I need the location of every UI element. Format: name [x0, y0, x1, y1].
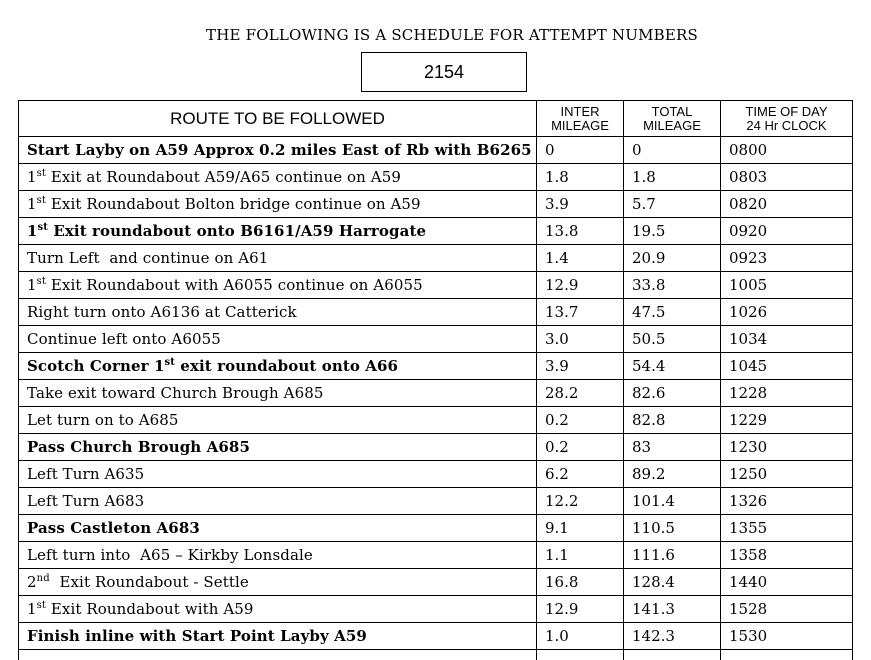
table-row: [19, 245, 853, 272]
col-header-inter-mileage: [537, 101, 624, 137]
inter-mileage-cell: 3.9: [537, 191, 624, 218]
table-row: [19, 218, 853, 245]
inter-mileage-cell: 1.4: [537, 245, 624, 272]
table-row: [19, 515, 853, 542]
inter-mileage-cell: 12.2: [537, 488, 624, 515]
route-cell: Let turn on to A685: [19, 407, 537, 434]
header-row: [19, 101, 853, 137]
inter-mileage-cell: 16.8: [537, 569, 624, 596]
table-row: [19, 596, 853, 623]
route-cell: Finish inline with Start Point Layby A59: [19, 623, 537, 650]
route-cell: 1st Exit Roundabout with A59: [19, 596, 537, 623]
table-row: [19, 164, 853, 191]
inter-mileage-cell: 0.2: [537, 407, 624, 434]
attempt-number-box: [361, 52, 527, 92]
route-cell: Left turn into A65 – Kirkby Lonsdale: [19, 542, 537, 569]
total-mileage-cell: 50.5: [624, 326, 721, 353]
total-mileage-cell: 142.3: [624, 623, 721, 650]
inter-mileage-cell: 1.1: [537, 542, 624, 569]
route-cell: Continue left onto A6055: [19, 326, 537, 353]
route-cell: Left Turn A635: [19, 461, 537, 488]
time-of-day-cell: 0803: [721, 164, 853, 191]
route-schedule-table: [18, 100, 853, 660]
route-cell: 1st Exit Roundabout with A6055 continue on A6055: [19, 272, 537, 299]
total-mileage-cell: 19.5: [624, 218, 721, 245]
col-header-total-line2: MILEAGE: [643, 117, 701, 133]
col-header-inter-line1: INTER: [560, 103, 600, 119]
time-of-day-cell: 0923: [721, 245, 853, 272]
table-row: [19, 488, 853, 515]
total-mileage-cell: 111.6: [624, 542, 721, 569]
route-cell: Take exit toward Church Brough A685: [19, 380, 537, 407]
col-header-route: ROUTE TO BE FOLLOWED: [19, 101, 537, 137]
table-row: [19, 461, 853, 488]
time-of-day-cell: 1528: [721, 596, 853, 623]
inter-mileage-cell: 12.9: [537, 272, 624, 299]
col-header-time-line2: 24 Hr CLOCK: [746, 117, 827, 133]
col-header-total-line1: TOTAL: [651, 103, 693, 119]
table-row: [19, 299, 853, 326]
time-of-day-cell: 1045: [721, 353, 853, 380]
total-mileage-cell: 0: [624, 137, 721, 164]
time-of-day-cell: 0920: [721, 218, 853, 245]
table-row: [19, 569, 853, 596]
inter-mileage-cell: 13.7: [537, 299, 624, 326]
total-mileage-cell: 5.7: [624, 191, 721, 218]
schedule-body: [19, 137, 853, 660]
col-header-time-of-day: [721, 101, 853, 137]
time-of-day-cell: 1250: [721, 461, 853, 488]
time-of-day-cell: 1326: [721, 488, 853, 515]
table-row: [19, 272, 853, 299]
inter-mileage-cell: 3.9: [537, 353, 624, 380]
inter-mileage-cell: 13.8: [537, 218, 624, 245]
attempt-number: 2154: [423, 61, 465, 82]
total-mileage-cell: 128.4: [624, 569, 721, 596]
col-header-time-line1: TIME OF DAY: [745, 103, 828, 119]
time-of-day-cell: 1230: [721, 434, 853, 461]
inter-mileage-cell: 0.2: [537, 434, 624, 461]
total-mileage-cell: 82.6: [624, 380, 721, 407]
route-cell: 1st Exit roundabout onto B6161/A59 Harrogate: [19, 218, 537, 245]
empty-cell: [721, 650, 853, 660]
empty-cell: [624, 650, 721, 660]
route-cell: Pass Castleton A683: [19, 515, 537, 542]
route-cell: 2nd Exit Roundabout - Settle: [19, 569, 537, 596]
route-cell: Start Layby on A59 Approx 0.2 miles East of Rb with B6265: [19, 137, 537, 164]
time-of-day-cell: 1530: [721, 623, 853, 650]
schedule-heading: THE FOLLOWING IS A SCHEDULE FOR ATTEMPT NUMBERS: [206, 26, 698, 44]
inter-mileage-cell: 12.9: [537, 596, 624, 623]
empty-cell: [19, 650, 537, 660]
total-mileage-cell: 54.4: [624, 353, 721, 380]
total-mileage-cell: 20.9: [624, 245, 721, 272]
col-header-total-mileage: [624, 101, 721, 137]
route-cell: 1st Exit Roundabout Bolton bridge continue on A59: [19, 191, 537, 218]
table-row: [19, 326, 853, 353]
time-of-day-cell: 1026: [721, 299, 853, 326]
total-mileage-cell: 141.3: [624, 596, 721, 623]
empty-cell: [537, 650, 624, 660]
time-of-day-cell: 0800: [721, 137, 853, 164]
table-row: [19, 137, 853, 164]
total-mileage-cell: 110.5: [624, 515, 721, 542]
time-of-day-cell: 1440: [721, 569, 853, 596]
total-mileage-cell: 83: [624, 434, 721, 461]
inter-mileage-cell: 3.0: [537, 326, 624, 353]
inter-mileage-cell: 6.2: [537, 461, 624, 488]
route-cell: Right turn onto A6136 at Catterick: [19, 299, 537, 326]
table-row: [19, 434, 853, 461]
table-row: [19, 353, 853, 380]
time-of-day-cell: 1034: [721, 326, 853, 353]
time-of-day-cell: 1358: [721, 542, 853, 569]
total-mileage-cell: 101.4: [624, 488, 721, 515]
inter-mileage-cell: 28.2: [537, 380, 624, 407]
table-row: [19, 542, 853, 569]
table-row: [19, 191, 853, 218]
time-of-day-cell: 1355: [721, 515, 853, 542]
total-mileage-cell: 33.8: [624, 272, 721, 299]
total-mileage-cell: 47.5: [624, 299, 721, 326]
table-row: [19, 623, 853, 650]
inter-mileage-cell: 9.1: [537, 515, 624, 542]
total-mileage-cell: 89.2: [624, 461, 721, 488]
time-of-day-cell: 1228: [721, 380, 853, 407]
time-of-day-cell: 0820: [721, 191, 853, 218]
table-row: [19, 407, 853, 434]
total-mileage-cell: 82.8: [624, 407, 721, 434]
route-cell: Pass Church Brough A685: [19, 434, 537, 461]
table-row-empty: [19, 650, 853, 660]
route-cell: Scotch Corner 1st exit roundabout onto A66: [19, 353, 537, 380]
inter-mileage-cell: 1.0: [537, 623, 624, 650]
table-row: [19, 380, 853, 407]
col-header-inter-line2: MILEAGE: [551, 117, 609, 133]
route-cell: Left Turn A683: [19, 488, 537, 515]
route-cell: Turn Left and continue on A61: [19, 245, 537, 272]
inter-mileage-cell: 0: [537, 137, 624, 164]
route-cell: 1st Exit at Roundabout A59/A65 continue on A59: [19, 164, 537, 191]
inter-mileage-cell: 1.8: [537, 164, 624, 191]
time-of-day-cell: 1229: [721, 407, 853, 434]
time-of-day-cell: 1005: [721, 272, 853, 299]
total-mileage-cell: 1.8: [624, 164, 721, 191]
